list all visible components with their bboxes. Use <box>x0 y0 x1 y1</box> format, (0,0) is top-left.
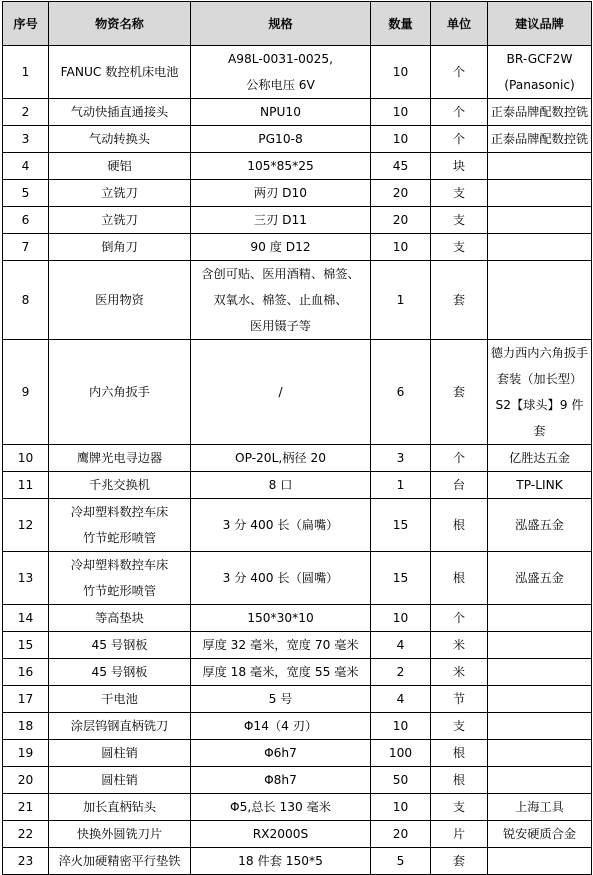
table-row <box>3 686 592 713</box>
table-row <box>3 261 592 340</box>
item-spec: / <box>191 340 371 445</box>
row-number: 10 <box>3 445 49 472</box>
item-name: 鹰牌光电寻边器 <box>49 445 191 472</box>
table-row <box>3 605 592 632</box>
row-number: 4 <box>3 153 49 180</box>
item-name: 倒角刀 <box>49 234 191 261</box>
item-unit: 个 <box>431 99 488 126</box>
item-name: 涂层钨钢直柄铣刀 <box>49 713 191 740</box>
item-brand: BR-GCF2W (Panasonic) <box>488 46 592 99</box>
item-spec: 厚度 18 毫米，宽度 55 毫米 <box>191 659 371 686</box>
row-number: 7 <box>3 234 49 261</box>
item-name: FANUC 数控机床电池 <box>49 46 191 99</box>
item-name: 立铣刀 <box>49 207 191 234</box>
item-quantity: 15 <box>371 552 431 605</box>
table-row <box>3 99 592 126</box>
item-spec: Φ6h7 <box>191 740 371 767</box>
table-row <box>3 499 592 552</box>
item-spec: Φ8h7 <box>191 767 371 794</box>
item-brand: 上海工具 <box>488 794 592 821</box>
header-brand: 建议品牌 <box>488 2 592 46</box>
item-quantity: 20 <box>371 207 431 234</box>
header-unit: 单位 <box>431 2 488 46</box>
item-name: 圆柱销 <box>49 767 191 794</box>
item-unit: 套 <box>431 848 488 875</box>
item-brand <box>488 207 592 234</box>
item-brand <box>488 713 592 740</box>
item-brand <box>488 605 592 632</box>
row-number: 23 <box>3 848 49 875</box>
item-brand: 德力西内六角扳手 套装（加长型） S2【球头】9 件套 <box>488 340 592 445</box>
header-row <box>3 2 592 46</box>
item-spec: 两刃 D10 <box>191 180 371 207</box>
item-spec: 18 件套 150*5 <box>191 848 371 875</box>
row-number: 9 <box>3 340 49 445</box>
item-spec: 3 分 400 长（圆嘴） <box>191 552 371 605</box>
item-brand <box>488 848 592 875</box>
item-brand: 正泰品牌配数控铣 <box>488 99 592 126</box>
item-unit: 台 <box>431 472 488 499</box>
item-spec: 90 度 D12 <box>191 234 371 261</box>
item-brand <box>488 686 592 713</box>
table-row <box>3 126 592 153</box>
item-quantity: 3 <box>371 445 431 472</box>
item-unit: 节 <box>431 686 488 713</box>
item-name: 加长直柄钻头 <box>49 794 191 821</box>
item-spec: Φ14（4 刃） <box>191 713 371 740</box>
row-number: 19 <box>3 740 49 767</box>
item-quantity: 5 <box>371 848 431 875</box>
item-brand <box>488 234 592 261</box>
item-unit: 支 <box>431 207 488 234</box>
item-name: 冷却塑料数控车床 竹节蛇形喷管 <box>49 552 191 605</box>
item-quantity: 10 <box>371 794 431 821</box>
table-row <box>3 713 592 740</box>
item-name: 等高垫块 <box>49 605 191 632</box>
item-quantity: 20 <box>371 180 431 207</box>
item-unit: 根 <box>431 552 488 605</box>
item-unit: 支 <box>431 180 488 207</box>
materials-table <box>2 1 592 875</box>
table-row <box>3 848 592 875</box>
item-spec: 105*85*25 <box>191 153 371 180</box>
row-number: 18 <box>3 713 49 740</box>
header-name: 物资名称 <box>49 2 191 46</box>
item-quantity: 100 <box>371 740 431 767</box>
row-number: 17 <box>3 686 49 713</box>
item-name: 45 号钢板 <box>49 659 191 686</box>
row-number: 3 <box>3 126 49 153</box>
table-row <box>3 632 592 659</box>
item-spec: Φ5,总长 130 毫米 <box>191 794 371 821</box>
item-quantity: 4 <box>371 632 431 659</box>
item-name: 气动快插直通接头 <box>49 99 191 126</box>
table-row <box>3 552 592 605</box>
table-row <box>3 659 592 686</box>
item-quantity: 1 <box>371 261 431 340</box>
item-name: 圆柱销 <box>49 740 191 767</box>
item-brand: 泓盛五金 <box>488 499 592 552</box>
row-number: 5 <box>3 180 49 207</box>
table-row <box>3 445 592 472</box>
item-unit: 个 <box>431 445 488 472</box>
item-brand <box>488 632 592 659</box>
row-number: 11 <box>3 472 49 499</box>
item-brand <box>488 180 592 207</box>
item-spec: 厚度 32 毫米，宽度 70 毫米 <box>191 632 371 659</box>
table-row <box>3 46 592 99</box>
item-quantity: 50 <box>371 767 431 794</box>
item-name: 千兆交换机 <box>49 472 191 499</box>
item-spec: 三刃 D11 <box>191 207 371 234</box>
row-number: 13 <box>3 552 49 605</box>
item-unit: 支 <box>431 234 488 261</box>
item-brand <box>488 261 592 340</box>
row-number: 12 <box>3 499 49 552</box>
item-unit: 米 <box>431 632 488 659</box>
table-row <box>3 153 592 180</box>
header-qty: 数量 <box>371 2 431 46</box>
item-unit: 米 <box>431 659 488 686</box>
item-name: 快换外圆铣刀片 <box>49 821 191 848</box>
item-quantity: 10 <box>371 713 431 740</box>
item-brand: TP-LINK <box>488 472 592 499</box>
item-name: 45 号钢板 <box>49 632 191 659</box>
row-number: 6 <box>3 207 49 234</box>
item-unit: 根 <box>431 499 488 552</box>
item-quantity: 10 <box>371 234 431 261</box>
table-row <box>3 207 592 234</box>
item-quantity: 10 <box>371 46 431 99</box>
item-spec: NPU10 <box>191 99 371 126</box>
item-spec: OP-20L,柄径 20 <box>191 445 371 472</box>
table-row <box>3 740 592 767</box>
item-spec: 8 口 <box>191 472 371 499</box>
header-no: 序号 <box>3 2 49 46</box>
item-quantity: 45 <box>371 153 431 180</box>
item-name: 冷却塑料数控车床 竹节蛇形喷管 <box>49 499 191 552</box>
item-spec: A98L-0031-0025, 公称电压 6V <box>191 46 371 99</box>
row-number: 15 <box>3 632 49 659</box>
table-row <box>3 794 592 821</box>
table-row <box>3 767 592 794</box>
item-unit: 根 <box>431 767 488 794</box>
item-brand <box>488 767 592 794</box>
item-quantity: 10 <box>371 126 431 153</box>
item-quantity: 10 <box>371 605 431 632</box>
item-unit: 套 <box>431 340 488 445</box>
item-unit: 个 <box>431 46 488 99</box>
row-number: 16 <box>3 659 49 686</box>
table-row <box>3 340 592 445</box>
item-quantity: 4 <box>371 686 431 713</box>
item-spec: PG10-8 <box>191 126 371 153</box>
item-quantity: 1 <box>371 472 431 499</box>
item-spec: 3 分 400 长（扁嘴） <box>191 499 371 552</box>
item-quantity: 2 <box>371 659 431 686</box>
item-spec: 5 号 <box>191 686 371 713</box>
item-name: 硬铝 <box>49 153 191 180</box>
item-unit: 个 <box>431 605 488 632</box>
row-number: 1 <box>3 46 49 99</box>
item-brand <box>488 153 592 180</box>
header-spec: 规格 <box>191 2 371 46</box>
row-number: 22 <box>3 821 49 848</box>
item-brand: 亿胜达五金 <box>488 445 592 472</box>
item-unit: 套 <box>431 261 488 340</box>
item-brand: 锐安硬质合金 <box>488 821 592 848</box>
row-number: 21 <box>3 794 49 821</box>
table-row <box>3 234 592 261</box>
item-name: 立铣刀 <box>49 180 191 207</box>
item-brand <box>488 740 592 767</box>
item-name: 气动转换头 <box>49 126 191 153</box>
item-name: 淬火加硬精密平行垫铁 <box>49 848 191 875</box>
item-unit: 块 <box>431 153 488 180</box>
item-brand <box>488 659 592 686</box>
row-number: 20 <box>3 767 49 794</box>
item-quantity: 15 <box>371 499 431 552</box>
item-brand: 泓盛五金 <box>488 552 592 605</box>
item-spec: 含创可贴、医用酒精、棉签、 双氧水、棉签、止血棉、 医用镊子等 <box>191 261 371 340</box>
item-unit: 根 <box>431 740 488 767</box>
row-number: 8 <box>3 261 49 340</box>
item-name: 内六角扳手 <box>49 340 191 445</box>
row-number: 14 <box>3 605 49 632</box>
table-row <box>3 821 592 848</box>
item-unit: 支 <box>431 713 488 740</box>
item-quantity: 6 <box>371 340 431 445</box>
item-spec: 150*30*10 <box>191 605 371 632</box>
item-unit: 支 <box>431 794 488 821</box>
item-unit: 个 <box>431 126 488 153</box>
table-row <box>3 180 592 207</box>
table-row <box>3 472 592 499</box>
row-number: 2 <box>3 99 49 126</box>
item-name: 医用物资 <box>49 261 191 340</box>
item-quantity: 10 <box>371 99 431 126</box>
item-quantity: 20 <box>371 821 431 848</box>
item-spec: RX2000S <box>191 821 371 848</box>
item-unit: 片 <box>431 821 488 848</box>
item-brand: 正泰品牌配数控铣 <box>488 126 592 153</box>
item-name: 干电池 <box>49 686 191 713</box>
